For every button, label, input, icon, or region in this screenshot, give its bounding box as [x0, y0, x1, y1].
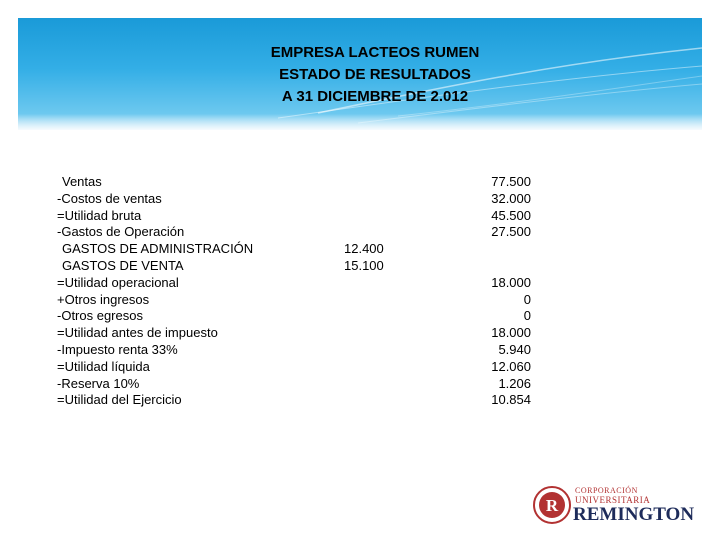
label-ventas: Ventas: [62, 174, 102, 189]
value-gastos-administracion: 12.400: [344, 241, 384, 257]
value-impuesto-renta: 5.940: [498, 341, 531, 357]
logo-line-1: CORPORACIÓN: [575, 486, 638, 495]
values-column: [470, 174, 531, 409]
value-reserva: 1.206: [498, 375, 531, 391]
value-empty-1: [470, 241, 531, 258]
value-utilidad-ejercicio: 10.854: [491, 392, 531, 408]
label-otros-ingresos: +Otros ingresos: [57, 291, 150, 307]
label-otros-egresos: -Otros egresos: [57, 308, 143, 324]
statement-title: [230, 42, 520, 108]
label-gastos-operacion: -Gastos de Operación: [57, 224, 185, 240]
value-gastos-venta: 15.100: [344, 257, 384, 273]
value-empty-2: [470, 258, 531, 275]
label-gastos-administracion: GASTOS DE ADMINISTRACIÓN: [62, 241, 254, 257]
value-gastos-operacion: 27.500: [491, 224, 531, 240]
line-item-labels: [57, 174, 253, 409]
sub-values-column: [344, 241, 384, 275]
value-otros-ingresos: 0: [523, 291, 531, 307]
value-utilidad-operacional: 18.000: [491, 274, 531, 290]
label-costos-ventas: -Costos de ventas: [57, 190, 162, 206]
value-utilidad-liquida: 12.060: [491, 358, 531, 374]
logo-line-2: UNIVERSITARIA: [575, 495, 651, 505]
label-utilidad-antes-impuesto: =Utilidad antes de impuesto: [57, 325, 218, 341]
company-name: EMPRESA LACTEOS RUMEN: [270, 44, 480, 61]
label-utilidad-ejercicio: =Utilidad del Ejercicio: [57, 392, 182, 408]
value-utilidad-antes-impuesto: 18.000: [491, 325, 531, 341]
value-costos-ventas: 32.000: [491, 190, 531, 206]
label-impuesto-renta: -Impuesto renta 33%: [57, 341, 178, 357]
label-utilidad-bruta: =Utilidad bruta: [57, 207, 142, 223]
label-reserva: -Reserva 10%: [57, 375, 140, 391]
value-ventas: 77.500: [491, 174, 531, 189]
value-otros-egresos: 0: [523, 308, 531, 324]
logo-line-3: REMINGTON: [573, 504, 695, 525]
value-utilidad-bruta: 45.500: [491, 207, 531, 223]
report-date: A 31 DICIEMBRE DE 2.012: [281, 88, 469, 105]
report-name: ESTADO DE RESULTADOS: [279, 66, 471, 83]
label-utilidad-liquida: =Utilidad líquida: [57, 358, 150, 374]
label-utilidad-operacional: =Utilidad operacional: [57, 274, 179, 290]
seal-icon: [533, 484, 571, 526]
label-gastos-venta: GASTOS DE VENTA: [62, 257, 184, 273]
remington-logo: [533, 484, 695, 526]
seal-letter: R: [545, 496, 559, 515]
